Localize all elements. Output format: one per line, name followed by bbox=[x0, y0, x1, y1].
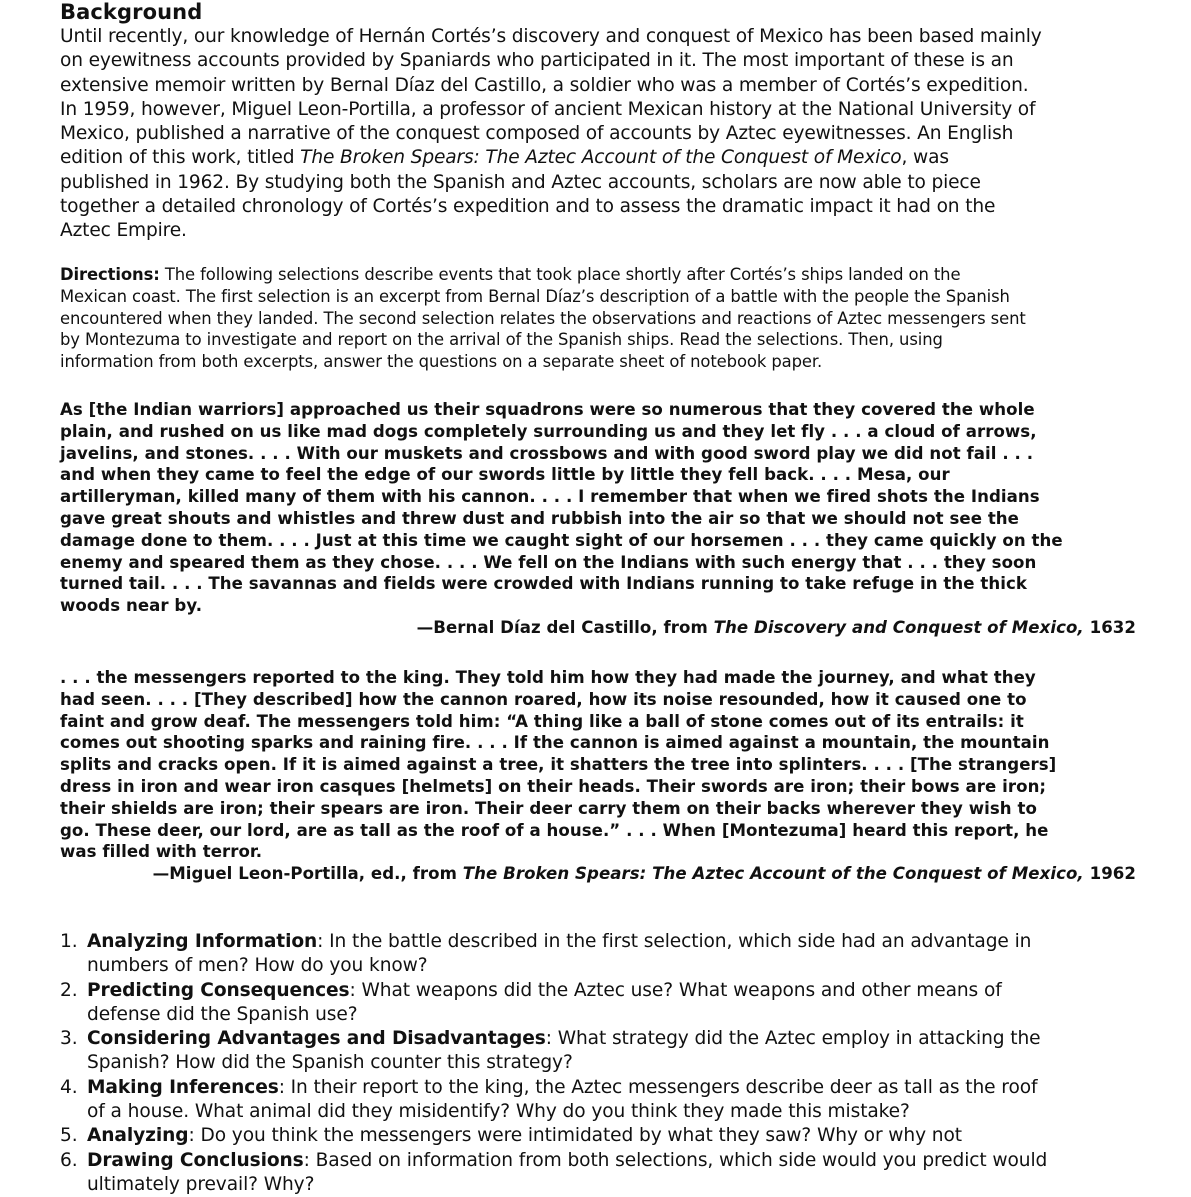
background-line: published in 1962. By studying both the Spanish and Aztec accounts, scholars are now able to piece bbox=[60, 171, 981, 193]
excerpt-line: comes out shooting sparks and raining fire. . . . If the cannon is aimed against a mountain, the mountain bbox=[60, 733, 1050, 753]
excerpt-diaz bbox=[60, 399, 1063, 617]
question-number: 4. bbox=[60, 1076, 78, 1098]
citation-leon-portilla bbox=[153, 863, 1136, 885]
excerpt-line: As [the Indian warriors] approached us their squadrons were so numerous that they covered the whole bbox=[60, 400, 1035, 419]
question-skill: Drawing Conclusions bbox=[87, 1149, 304, 1171]
directions-text: The following selections describe events that took place shortly after Cortés’s ships landed on the bbox=[159, 265, 961, 284]
excerpt-line: . . . the messengers reported to the king. They told him how they had made the journey, and what they bbox=[60, 668, 1036, 687]
citation-author: —Bernal Díaz del Castillo, from bbox=[416, 618, 714, 637]
background-text: , was bbox=[901, 147, 949, 169]
question-item bbox=[60, 979, 1160, 1028]
background-line: together a detailed chronology of Cortés’s expedition and to assess the dramatic impact it had on the bbox=[60, 196, 996, 218]
question-number: 1. bbox=[60, 931, 78, 952]
question-text: : Based on information from both selections, which side would you predict would bbox=[303, 1149, 1048, 1171]
question-text: : In their report to the king, the Aztec messengers describe deer as tall as the roof bbox=[278, 1076, 1038, 1098]
question-number: 5. bbox=[60, 1125, 78, 1147]
directions-line bbox=[60, 264, 1026, 286]
directions-line: information from both excerpts, answer the questions on a separate sheet of notebook paper. bbox=[60, 352, 823, 372]
excerpt-line: turned tail. . . . The savannas and fields were crowded with Indians running to take refuge in the thick bbox=[60, 574, 1027, 594]
citation-year: 1632 bbox=[1083, 618, 1136, 637]
background-text: edition of this work, titled bbox=[60, 147, 301, 169]
citation-year: 1962 bbox=[1083, 864, 1136, 883]
question-item bbox=[60, 930, 1160, 979]
question-number: 2. bbox=[60, 979, 78, 1001]
background-line: on eyewitness accounts provided by Spaniards who participated in it. The most important of these is an bbox=[60, 50, 1014, 72]
question-item bbox=[60, 1076, 1160, 1125]
question-item bbox=[60, 1149, 1160, 1197]
question-text: : Do you think the messengers were intimidated by what they saw? Why or why not bbox=[188, 1125, 962, 1147]
excerpt-line: damage done to them. . . . Just at this time we caught sight of our horsemen . . . they came quickly on the bbox=[60, 530, 1063, 550]
excerpt-line: plain, and rushed on us like mad dogs completely surrounding us and they let fly . . . a cloud of arrows, bbox=[60, 421, 1037, 441]
excerpt-line: was filled with terror. bbox=[60, 842, 263, 862]
question-text: Spanish? How did the Spanish counter this strategy? bbox=[87, 1052, 573, 1074]
directions-line: by Montezuma to investigate and report on the arrival of the Spanish ships. Read the selections. Then, using bbox=[60, 330, 943, 350]
background-line: extensive memoir written by Bernal Díaz del Castillo, a soldier who was a member of Cortés’s expedition. bbox=[60, 74, 1029, 96]
excerpt-leon-portilla bbox=[60, 667, 1056, 863]
question-skill: Analyzing Information bbox=[87, 931, 318, 952]
question-item bbox=[60, 1124, 1160, 1148]
excerpt-line: their shields are iron; their spears are iron. Their deer carry them on their backs wherever they wish to bbox=[60, 798, 1037, 818]
book-title: The Broken Spears: The Aztec Account of the Conquest of Mexico bbox=[300, 147, 902, 169]
excerpt-line: and when they came to feel the edge of our swords little by little they fell back. . . . Mesa, our bbox=[60, 465, 950, 485]
citation-diaz bbox=[417, 617, 1136, 639]
background-line: Until recently, our knowledge of Hernán Cortés’s discovery and conquest of Mexico has been based mainly bbox=[60, 26, 1042, 47]
question-text: of a house. What animal did they misidentify? Why do you think they made this mistake? bbox=[87, 1101, 910, 1123]
excerpt-line: woods near by. bbox=[60, 596, 203, 616]
directions-paragraph bbox=[60, 264, 1026, 373]
question-item bbox=[60, 1027, 1160, 1076]
question-text: defense did the Spanish use? bbox=[87, 1003, 358, 1025]
excerpt-line: artilleryman, killed many of them with his cannon. . . . I remember that when we fired shots the Indians bbox=[60, 487, 1040, 507]
excerpt-line: splits and cracks open. If it is aimed against a tree, it shatters the tree into splinters. . . . [The strangers] bbox=[60, 755, 1057, 775]
question-text: : In the battle described in the first selection, which side had an advantage in bbox=[317, 931, 1032, 952]
question-text: : What strategy did the Aztec employ in attacking the bbox=[545, 1028, 1041, 1050]
question-number: 3. bbox=[60, 1028, 78, 1050]
citation-title: The Broken Spears: The Aztec Account of the Conquest of Mexico, bbox=[462, 864, 1084, 883]
directions-line: encountered when they landed. The second selection relates the observations and reactions of Aztec messengers sent bbox=[60, 308, 1026, 328]
question-skill: Analyzing bbox=[87, 1125, 189, 1147]
question-skill: Making Inferences bbox=[87, 1076, 279, 1098]
excerpt-line: had seen. . . . [They described] how the cannon roared, how its noise resounded, how it caused one to bbox=[60, 689, 1027, 709]
question-text: numbers of men? How do you know? bbox=[87, 955, 428, 977]
excerpt-line: go. These deer, our lord, are as tall as the roof of a house.” . . . When [Montezuma] heard this report, he bbox=[60, 820, 1049, 840]
excerpt-line: javelins, and stones. . . . With our muskets and crossbows and with good sword play we did not fail . . . bbox=[60, 443, 1034, 463]
background-line bbox=[60, 146, 1042, 170]
excerpt-line: faint and grow deaf. The messengers told him: “A thing like a ball of stone comes out of its entrails: it bbox=[60, 711, 1024, 731]
citation-title: The Discovery and Conquest of Mexico, bbox=[713, 618, 1084, 637]
citation-author: —Miguel Leon-Portilla, ed., from bbox=[152, 864, 463, 883]
excerpt-line: gave great shouts and whistles and threw dust and rubbish into the air so that we should not see the bbox=[60, 508, 1019, 528]
background-heading: Background bbox=[60, 0, 203, 24]
excerpt-line: dress in iron and wear iron casques [helmets] on their heads. Their swords are iron; their bows are iron; bbox=[60, 776, 1047, 796]
question-skill: Considering Advantages and Disadvantages bbox=[87, 1028, 546, 1050]
background-line: Mexico, published a narrative of the conquest composed of accounts by Aztec eyewitnesses. An English bbox=[60, 123, 1014, 145]
background-paragraph bbox=[60, 25, 1042, 244]
question-text: : What weapons did the Aztec use? What weapons and other means of bbox=[349, 979, 1002, 1001]
question-list bbox=[60, 930, 1160, 1197]
excerpt-line: enemy and speared them as they chose. . . . We fell on the Indians with such energy that . . . they soon bbox=[60, 552, 1037, 572]
background-line: In 1959, however, Miguel Leon-Portilla, a professor of ancient Mexican history at the National University of bbox=[60, 98, 1036, 120]
background-line: Aztec Empire. bbox=[60, 220, 187, 242]
directions-label: Directions: bbox=[60, 265, 160, 284]
question-text: ultimately prevail? Why? bbox=[87, 1173, 315, 1195]
directions-line: Mexican coast. The first selection is an excerpt from Bernal Díaz’s description of a battle with the people the Spanish bbox=[60, 286, 1010, 306]
question-skill: Predicting Consequences bbox=[87, 979, 350, 1001]
question-number: 6. bbox=[60, 1149, 78, 1171]
